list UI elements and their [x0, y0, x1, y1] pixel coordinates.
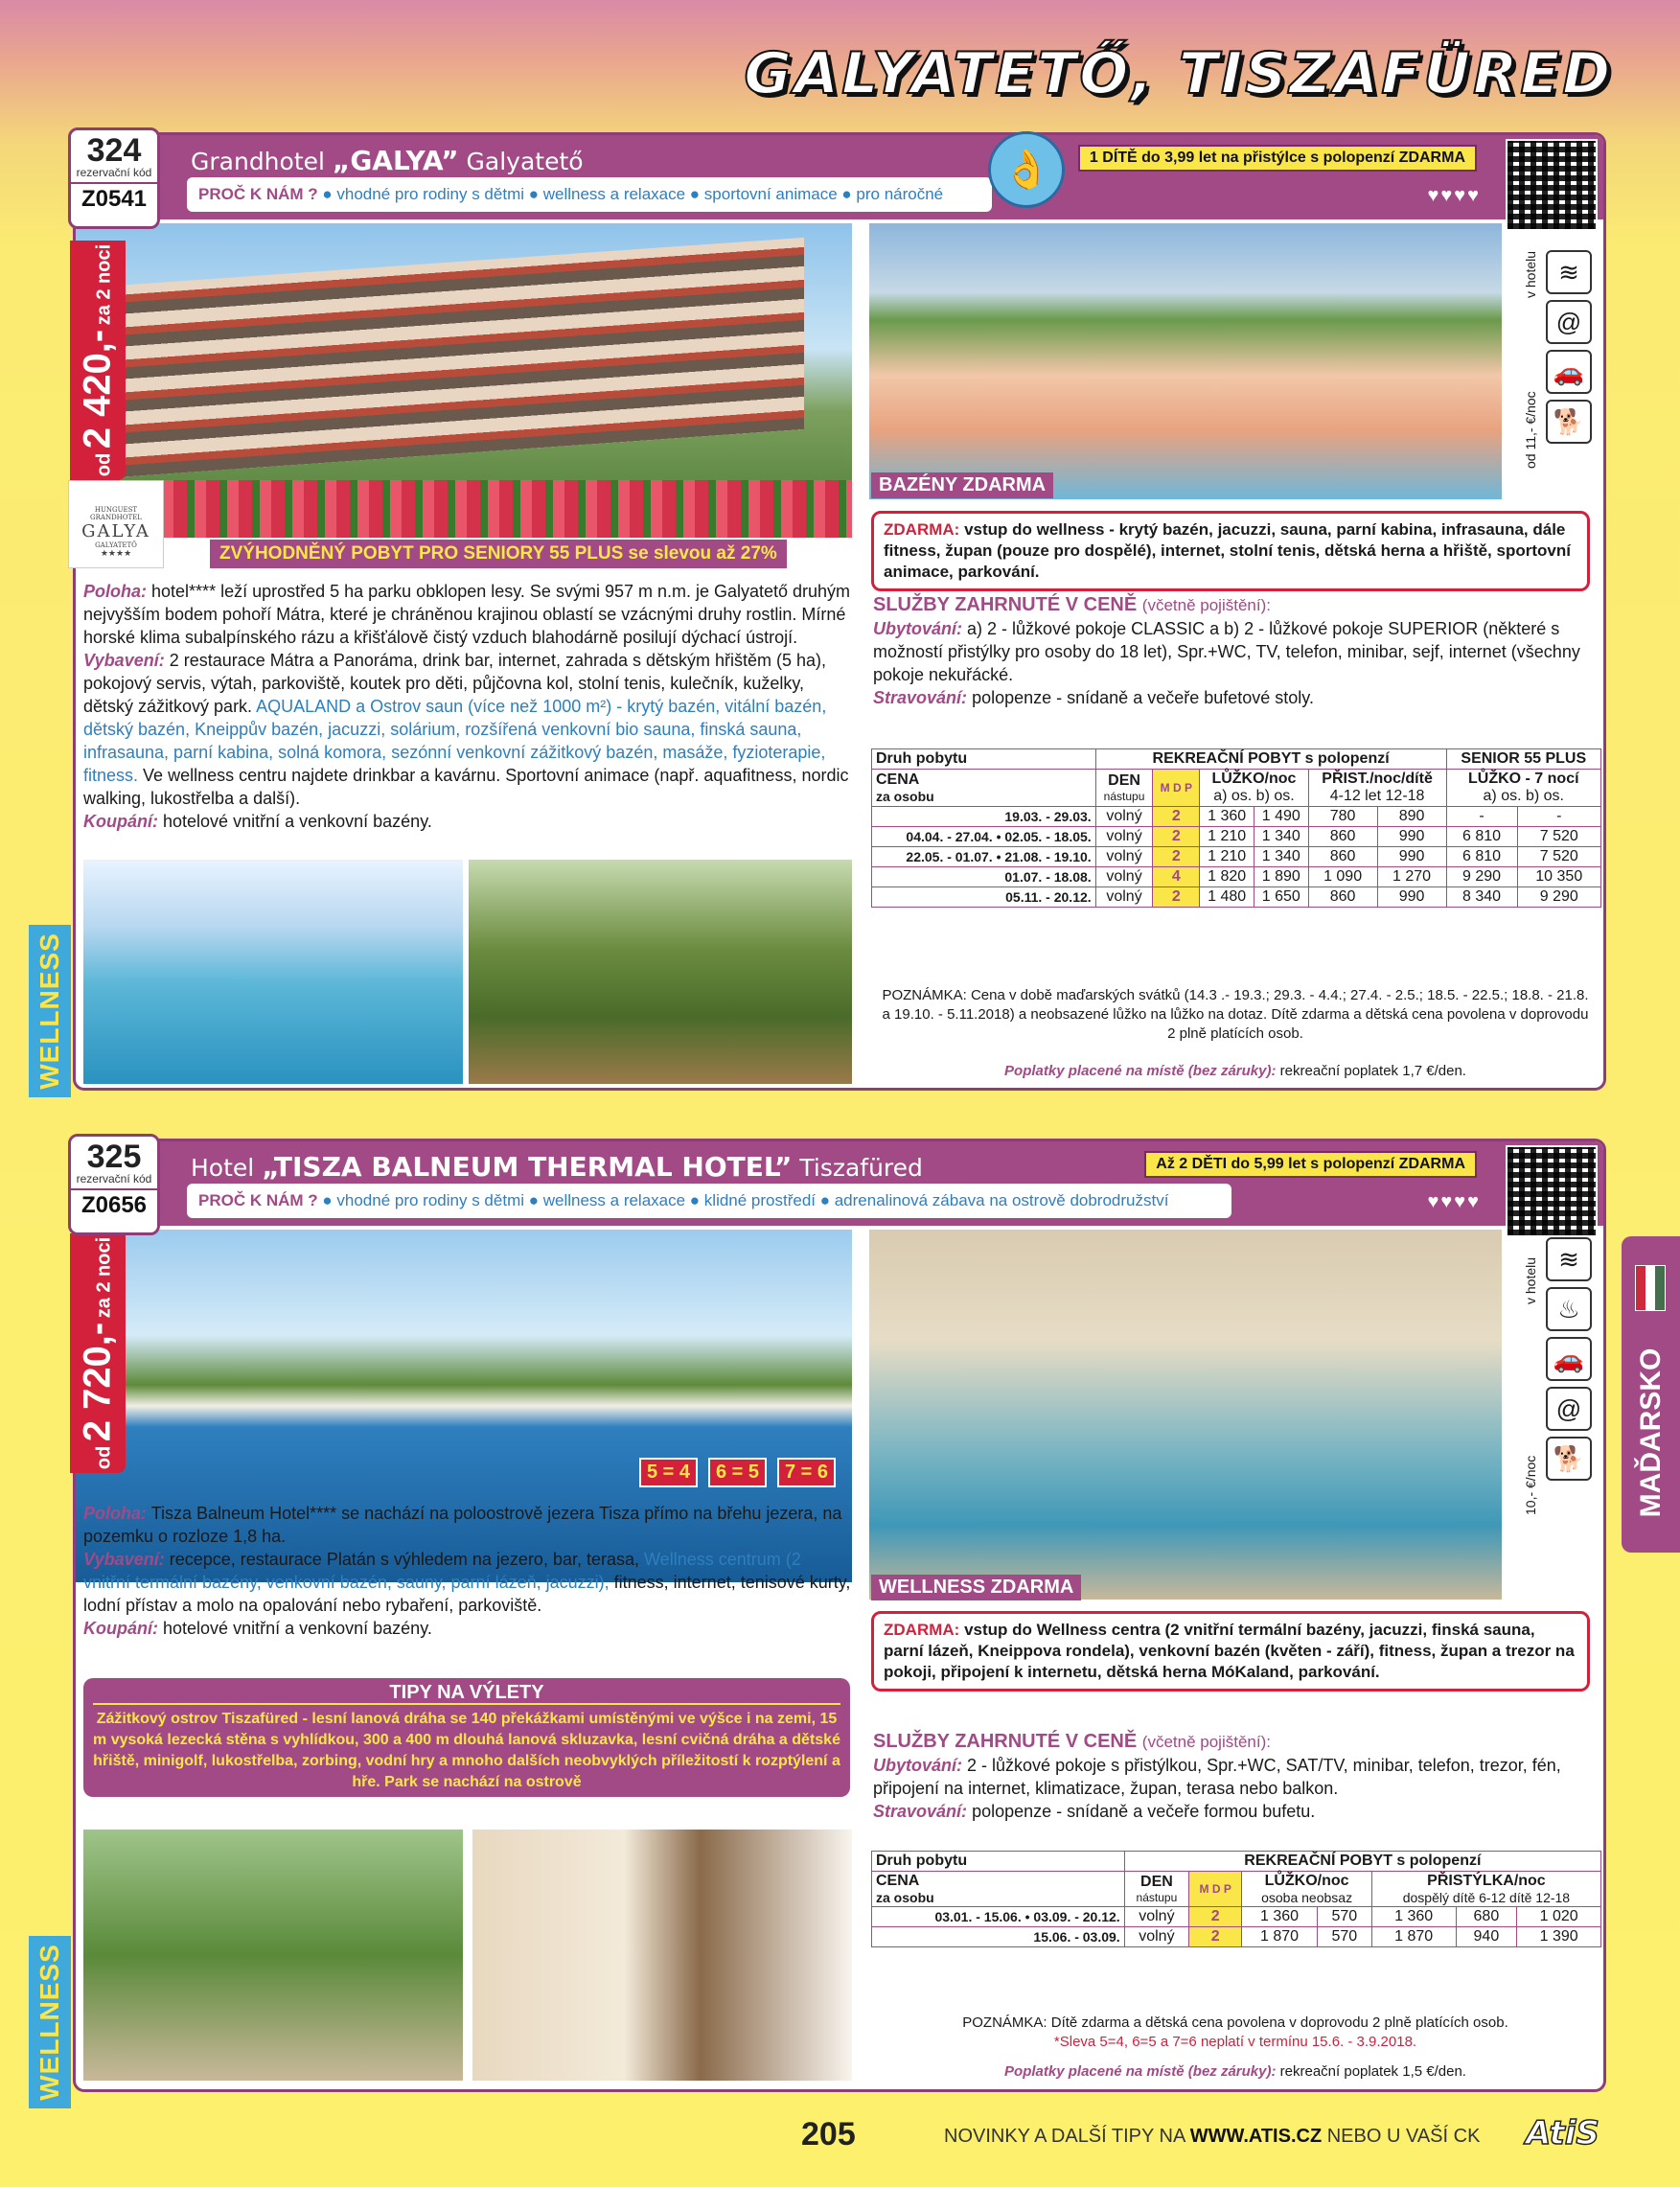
- internet-icon: @: [1546, 300, 1592, 344]
- table-cell-s2: 9 290: [1517, 887, 1601, 908]
- pet-fee-label: od 11,- €/noc: [1523, 391, 1538, 469]
- table-cell-mdp: 2: [1153, 807, 1200, 827]
- table-cell-term: 15.06. - 03.09.: [872, 1927, 1125, 1947]
- price-note: POZNÁMKA: Cena v době maďarských svátků (14.3 .- 19.3.; 29.3. - 4.4.; 27.4. - 2.5.; 18.5. - 22.5.; 18.8. - 21.8. a 19.10. - 5.11.2018) a neobsazené lůžko na lůžko na dotaz. Dítě zdarma a dětská cena povolena v doprovodu 2 plně platících osob.: [882, 987, 1589, 1042]
- table-cell-term: 22.05. - 01.07. • 21.08. - 19.10.: [872, 847, 1096, 867]
- footer-text: NOVINKY A DALŠÍ TIPY NA WWW.ATIS.CZ NEBO U VAŠÍ CK: [944, 2126, 1481, 2147]
- rating-hearts: ♥♥♥♥: [1427, 1191, 1481, 1212]
- why-features: ● vhodné pro rodiny s dětmi ● wellness a relaxace ● sportovní animace ● pro náročné: [322, 185, 944, 203]
- hungary-flag-icon: [1635, 1265, 1666, 1311]
- code-label: rezervační kód: [76, 1172, 152, 1186]
- amenity-icons: [1546, 1237, 1598, 1486]
- table-cell-term: 19.03. - 29.03.: [872, 807, 1096, 827]
- local-fees: Poplatky placené na místě (bez záruky): rekreační poplatek 1,7 €/den.: [1004, 1063, 1466, 1079]
- why-features: ● vhodné pro rodiny s dětmi ● wellness a relaxace ● klidné prostředí ● adrenalinová zábava na ostrově dobrodružství: [322, 1191, 1169, 1209]
- pool-icon: ≋: [1546, 1237, 1592, 1281]
- table-row: [872, 827, 1601, 847]
- in-hotel-label: v hotelu: [1523, 1256, 1538, 1304]
- table-cell-s2: 7 520: [1517, 847, 1601, 867]
- spa-icon: ♨: [1546, 1287, 1592, 1331]
- local-fees: Poplatky placené na místě (bez záruky): rekreační poplatek 1,5 €/den.: [1004, 2063, 1466, 2080]
- table-cell-den: volný: [1095, 887, 1153, 908]
- table-cell-p1: 860: [1308, 827, 1377, 847]
- table-cell-p2: 990: [1377, 887, 1446, 908]
- jacuzzi-photo: [869, 223, 1502, 499]
- parking-icon: 🚗: [1546, 1337, 1592, 1381]
- table-cell-s1: 6 810: [1446, 827, 1517, 847]
- table-cell-s1: -: [1446, 807, 1517, 827]
- reservation-code-box: [68, 1134, 160, 1235]
- price-table: Druh pobytu REKREAČNÍ POBYT s polopenzí SENIOR 55 PLUS CENA za osobu DEN nástupu M D P LŮŽKO/noc a) os. b) os. PŘIST./noc/dítě 4-12 let 12-18 LŮŽKO - 7 nocí a) os. b) os. 19.03. - 29.03. volný 2 1 360 1 490 780 890 - - 04.04. - 27.04. • 02.05. - 18.05. volný 2 1 210 1 340 860 990 6 810 7 520 22.05. - 01.07. • 21.08. - 19.10. volný 2 1 210 1 340 860 990 6 810 7 520 01.07. - 18.08. volný 4 1 820 1 890 1 090 1 270 9 290 10 350 05.11. - 20.12. volný 2 1 480 1 650 860 990 8 340 9 290: [871, 748, 1601, 908]
- hotel-room-photo: [472, 1830, 852, 2081]
- country-tab[interactable]: [1622, 1236, 1680, 1553]
- table-cell-s2: -: [1517, 807, 1601, 827]
- table-cell-p1: 860: [1308, 887, 1377, 908]
- offer-number: 325: [86, 1139, 142, 1175]
- discount-badge-5-4: 5 = 4: [639, 1458, 698, 1487]
- table-cell-mdp: 2: [1153, 847, 1200, 867]
- table-row: [872, 807, 1601, 827]
- table-cell-den: volný: [1095, 807, 1153, 827]
- qr-code-icon[interactable]: [1506, 1145, 1598, 1237]
- offer-card-tisza: [73, 1139, 1606, 2092]
- internet-icon: @: [1546, 1387, 1592, 1431]
- indoor-pool-photo: [83, 860, 463, 1084]
- code-label: rezervační kód: [76, 166, 152, 179]
- why-label: PROČ K NÁM ?: [198, 1191, 318, 1209]
- in-hotel-label: v hotelu: [1523, 250, 1538, 298]
- table-cell-a: 1 870: [1242, 1927, 1317, 1947]
- table-cell-a: 1 360: [1200, 807, 1254, 827]
- table-cell-p2: 890: [1377, 807, 1446, 827]
- wellness-photo: [869, 1230, 1502, 1600]
- photo-tag: BAZÉNY ZDARMA: [871, 472, 1053, 498]
- table-cell-s1: 6 810: [1446, 847, 1517, 867]
- table-cell-b: 1 890: [1254, 867, 1308, 887]
- table-cell-p2: 940: [1456, 1927, 1517, 1947]
- table-cell-den: volný: [1095, 847, 1153, 867]
- table-cell-p1: 1 360: [1371, 1907, 1456, 1927]
- hotel-type: Grandhotel: [191, 148, 325, 175]
- hotel-name: [191, 145, 584, 176]
- pet-icon: 🐕: [1546, 400, 1592, 444]
- table-cell-b: 1 340: [1254, 827, 1308, 847]
- wellness-category-tab: WELLNESS: [29, 1936, 71, 2108]
- price-table: Druh pobytu REKREAČNÍ POBYT s polopenzí CENA za osobu DEN nástupu M D P LŮŽKO/noc osoba neobsaz PŘISTÝLKA/noc dospělý dítě 6-12 dítě 12-18 03.01. - 15.06. • 03.09. - 20.12. volný 2 1 360 570 1 360 680 1 020 15.06. - 03.09. volný 2 1 870 570 1 870 940 1 390: [871, 1851, 1601, 1947]
- atis-link[interactable]: WWW.ATIS.CZ: [1189, 2126, 1323, 2147]
- table-cell-p1: 780: [1308, 807, 1377, 827]
- table-cell-mdp: 4: [1153, 867, 1200, 887]
- table-row: [872, 1907, 1601, 1927]
- discount-badge-6-5: 6 = 5: [708, 1458, 767, 1487]
- offer-card-galya: [73, 132, 1606, 1091]
- trip-tips-box: TIPY NA VÝLETY Zážitkový ostrov Tiszafüred - lesní lanová dráha se 140 překážkami umístěnými ve výšce i na zemi, 15 m vysoká lezecká stěna s vyhlídkou, 300 a 400 m dlouhá lanová skluzavka, lesní cvičná dráha a dětské hřiště, minigolf, lukostřelba, zorbing, vodní hry a mnoho dalších neobvyklých příležitostí k rozptýlení a hře. Park se nachází na ostrově: [83, 1678, 850, 1797]
- wellness-category-tab: WELLNESS: [29, 925, 71, 1097]
- table-cell-a: 1 210: [1200, 827, 1254, 847]
- table-cell-p2: 990: [1377, 827, 1446, 847]
- table-cell-p2: 1 270: [1377, 867, 1446, 887]
- table-cell-den: volný: [1095, 867, 1153, 887]
- pet-fee-label: 10,- €/noc: [1523, 1455, 1538, 1515]
- table-row: [872, 1927, 1601, 1947]
- included-services: SLUŽBY ZAHRNUTÉ V CENĚ (včetně pojištění): Ubytování: 2 - lůžkové pokoje s přistýlkou, Spr.+WC, SAT/TV, minibar, telefon, trezor, fén, připojení na internet, klimatizace, župan, terasa nebo balkon. Stravování: polopenze - snídaně a večeře formou bufetu.: [873, 1731, 1561, 1821]
- page-number: 205: [801, 2116, 856, 2152]
- table-cell-a: 1 360: [1242, 1907, 1317, 1927]
- table-cell-den: volný: [1124, 1907, 1188, 1927]
- hotel-name: [191, 1151, 923, 1183]
- hotel-title: „TISZA BALNEUM THERMAL HOTEL”: [262, 1151, 793, 1183]
- kids-offer-badge: Až 2 DĚTI do 5,99 let s polopenzí ZDARMA: [1144, 1151, 1477, 1178]
- ropes-park-photo: [469, 860, 852, 1084]
- table-cell-mdp: 2: [1153, 887, 1200, 908]
- table-cell-p1: 860: [1308, 847, 1377, 867]
- senior-banner: ZVÝHODNĚNÝ POBYT PRO SENIORY 55 PLUS se slevou až 27%: [210, 540, 787, 568]
- free-services-box: ZDARMA: vstup do wellness - krytý bazén, jacuzzi, sauna, parní kabina, infrasauna, dále fitness, župan (pouze pro dospělé), internet, stolní tenis, dětská herna a hřiště, sportovní animace, parkování.: [871, 511, 1590, 591]
- pet-icon: 🐕: [1546, 1437, 1592, 1481]
- table-cell-s2: 7 520: [1517, 827, 1601, 847]
- hotel-type: Hotel: [191, 1154, 255, 1182]
- ropes-bridge-photo: [83, 1830, 463, 2081]
- qr-code-icon[interactable]: [1506, 139, 1598, 231]
- reservation-code[interactable]: Z0656: [71, 1188, 157, 1221]
- table-cell-den: volný: [1124, 1927, 1188, 1947]
- table-cell-mdp: 2: [1189, 1907, 1242, 1927]
- table-cell-mdp: 2: [1153, 827, 1200, 847]
- why-us-bar: [187, 1184, 1231, 1218]
- hotel-place: Tiszafüred: [799, 1154, 923, 1182]
- table-cell-mdp: 2: [1189, 1927, 1242, 1947]
- table-cell-a: 1 210: [1200, 847, 1254, 867]
- hotel-title: „GALYA”: [332, 145, 459, 176]
- table-cell-a: 1 480: [1200, 887, 1254, 908]
- hotel-place: Galyatető: [466, 148, 584, 175]
- atis-logo: AtiS: [1526, 2114, 1599, 2152]
- table-cell-s1: 8 340: [1446, 887, 1517, 908]
- photo-tag: WELLNESS ZDARMA: [871, 1575, 1081, 1600]
- table-cell-term: 05.11. - 20.12.: [872, 887, 1096, 908]
- galya-logo: HUNGUEST GRANDHOTEL GALYA GALYATETŐ ★★★★: [68, 480, 164, 568]
- table-cell-den: volný: [1095, 827, 1153, 847]
- page-title: GALYATETŐ, TISZAFÜRED: [744, 40, 1613, 107]
- table-cell-p1: 1 090: [1308, 867, 1377, 887]
- table-cell-p2: 990: [1377, 847, 1446, 867]
- table-cell-p3: 1 390: [1517, 1927, 1601, 1947]
- pool-icon: ≋: [1546, 250, 1592, 294]
- free-services-box: ZDARMA: vstup do Wellness centra (2 vnitřní termální bazény, jacuzzi, finská sauna, parní lázeň, Kneippova rondela), venkovní bazén (květen - září), fitness, župan a trezor na pokoji, připojení k internetu, dětská herna MóKaland, parkování.: [871, 1611, 1590, 1692]
- amenity-icons: [1546, 250, 1598, 449]
- ok-hand-icon: 👌: [988, 131, 1065, 208]
- parking-icon: 🚗: [1546, 350, 1592, 394]
- table-cell-s2: 10 350: [1517, 867, 1601, 887]
- price-badge: od 2 720,- za 2 noci: [70, 1233, 126, 1473]
- table-cell-p3: 1 020: [1517, 1907, 1601, 1927]
- table-row: [872, 887, 1601, 908]
- offer-number: 324: [86, 132, 142, 169]
- table-cell-b: 570: [1317, 1907, 1371, 1927]
- reservation-code-box: [68, 127, 160, 229]
- included-services: SLUŽBY ZAHRNUTÉ V CENĚ (včetně pojištění): Ubytování: a) 2 - lůžkové pokoje CLASSIC a b) 2 - lůžkové pokoje SUPERIOR (některé s možností přistýlky pro osoby do 18 let), Spr.+WC, TV, telefon, minibar, sejf, internet (všechny pokoje nekuřácké. Stravování: polopenze - snídaně a večeře bufetové stoly.: [873, 594, 1580, 707]
- table-cell-a: 1 820: [1200, 867, 1254, 887]
- price-badge: od 2 420,- za 2 noci: [70, 241, 126, 480]
- description: Poloha: hotel**** leží uprostřed 5 ha parku obklopen lesy. Se svými 957 m n.m. je Galyatető druhým nejvyšším bodem pohoří Mátra, které je chráněnou krajinou oblastí se vzácnými druhy rostlin. Mírné horské klima subalpínského rázu a křišťálově čistý vzduch blahodárně posilují dýchací ústrojí. Vybavení: 2 restaurace Mátra a Panoráma, drink bar, internet, zahrada s dětským hřištěm (5 ha), pokojový servis, výtah, parkoviště, koutek pro děti, půjčovna kol, stolní tenis, kulečník, kuželky, dětský zážitkový park. AQUALAND a Ostrov saun (více než 1000 m²) - krytý bazén, vitální bazén, dětský bazén, Kneippův bazén, jacuzzi, solárium, rozšířená venkovní bio sauna, finská sauna, infrasauna, parní kabina, solná komora, sezónní venkovní zážitkový bazén, masáže, fyzioterapie, fitness. Ve wellness centru najdete drinkbar a kavárnu. Sportovní animace (např. aquafitness, nordic walking, lukostřelba a další). Koupání: hotelové vnitřní a venkovní bazény.: [83, 582, 851, 831]
- kids-offer-badge: 1 DÍTĚ do 3,99 let na přistýlce s polopenzí ZDARMA: [1078, 145, 1477, 172]
- rating-hearts: ♥♥♥♥: [1427, 185, 1481, 206]
- table-cell-b: 1 340: [1254, 847, 1308, 867]
- table-cell-s1: 9 290: [1446, 867, 1517, 887]
- reservation-code[interactable]: Z0541: [71, 182, 157, 215]
- table-cell-term: 03.01. - 15.06. • 03.09. - 20.12.: [872, 1907, 1125, 1927]
- country-label: MAĎARSKO: [1634, 1347, 1667, 1517]
- hotel-photo: [76, 223, 852, 538]
- table-cell-term: 01.07. - 18.08.: [872, 867, 1096, 887]
- table-row: [872, 847, 1601, 867]
- why-us-bar: [187, 177, 992, 212]
- table-cell-p2: 680: [1456, 1907, 1517, 1927]
- table-row: [872, 867, 1601, 887]
- table-cell-p1: 1 870: [1371, 1927, 1456, 1947]
- price-note: POZNÁMKA: Dítě zdarma a dětská cena povolena v doprovodu 2 plně platících osob. *Sleva 5=4, 6=5 a 7=6 neplatí v termínu 15.6. - 3.9.2018.: [962, 2014, 1508, 2050]
- table-cell-b: 570: [1317, 1927, 1371, 1947]
- discount-badge-7-6: 7 = 6: [777, 1458, 836, 1487]
- table-cell-b: 1 490: [1254, 807, 1308, 827]
- description: Poloha: Tisza Balneum Hotel**** se nachází na poloostrově jezera Tisza přímo na břehu jezera, na pozemku o rozloze 1,8 ha. Vybavení: recepce, restaurace Platán s výhledem na jezero, bar, terasa, Wellness centrum (2 vnitřní termální bazény, venkovní bazén, sauny, parní lázeň, jacuzzi), fitness, internet, tenisové kurty, lodní přístav a molo na opalování nebo rybaření, parkoviště. Koupání: hotelové vnitřní a venkovní bazény.: [83, 1504, 851, 1638]
- why-label: PROČ K NÁM ?: [198, 185, 318, 203]
- table-cell-b: 1 650: [1254, 887, 1308, 908]
- table-cell-term: 04.04. - 27.04. • 02.05. - 18.05.: [872, 827, 1096, 847]
